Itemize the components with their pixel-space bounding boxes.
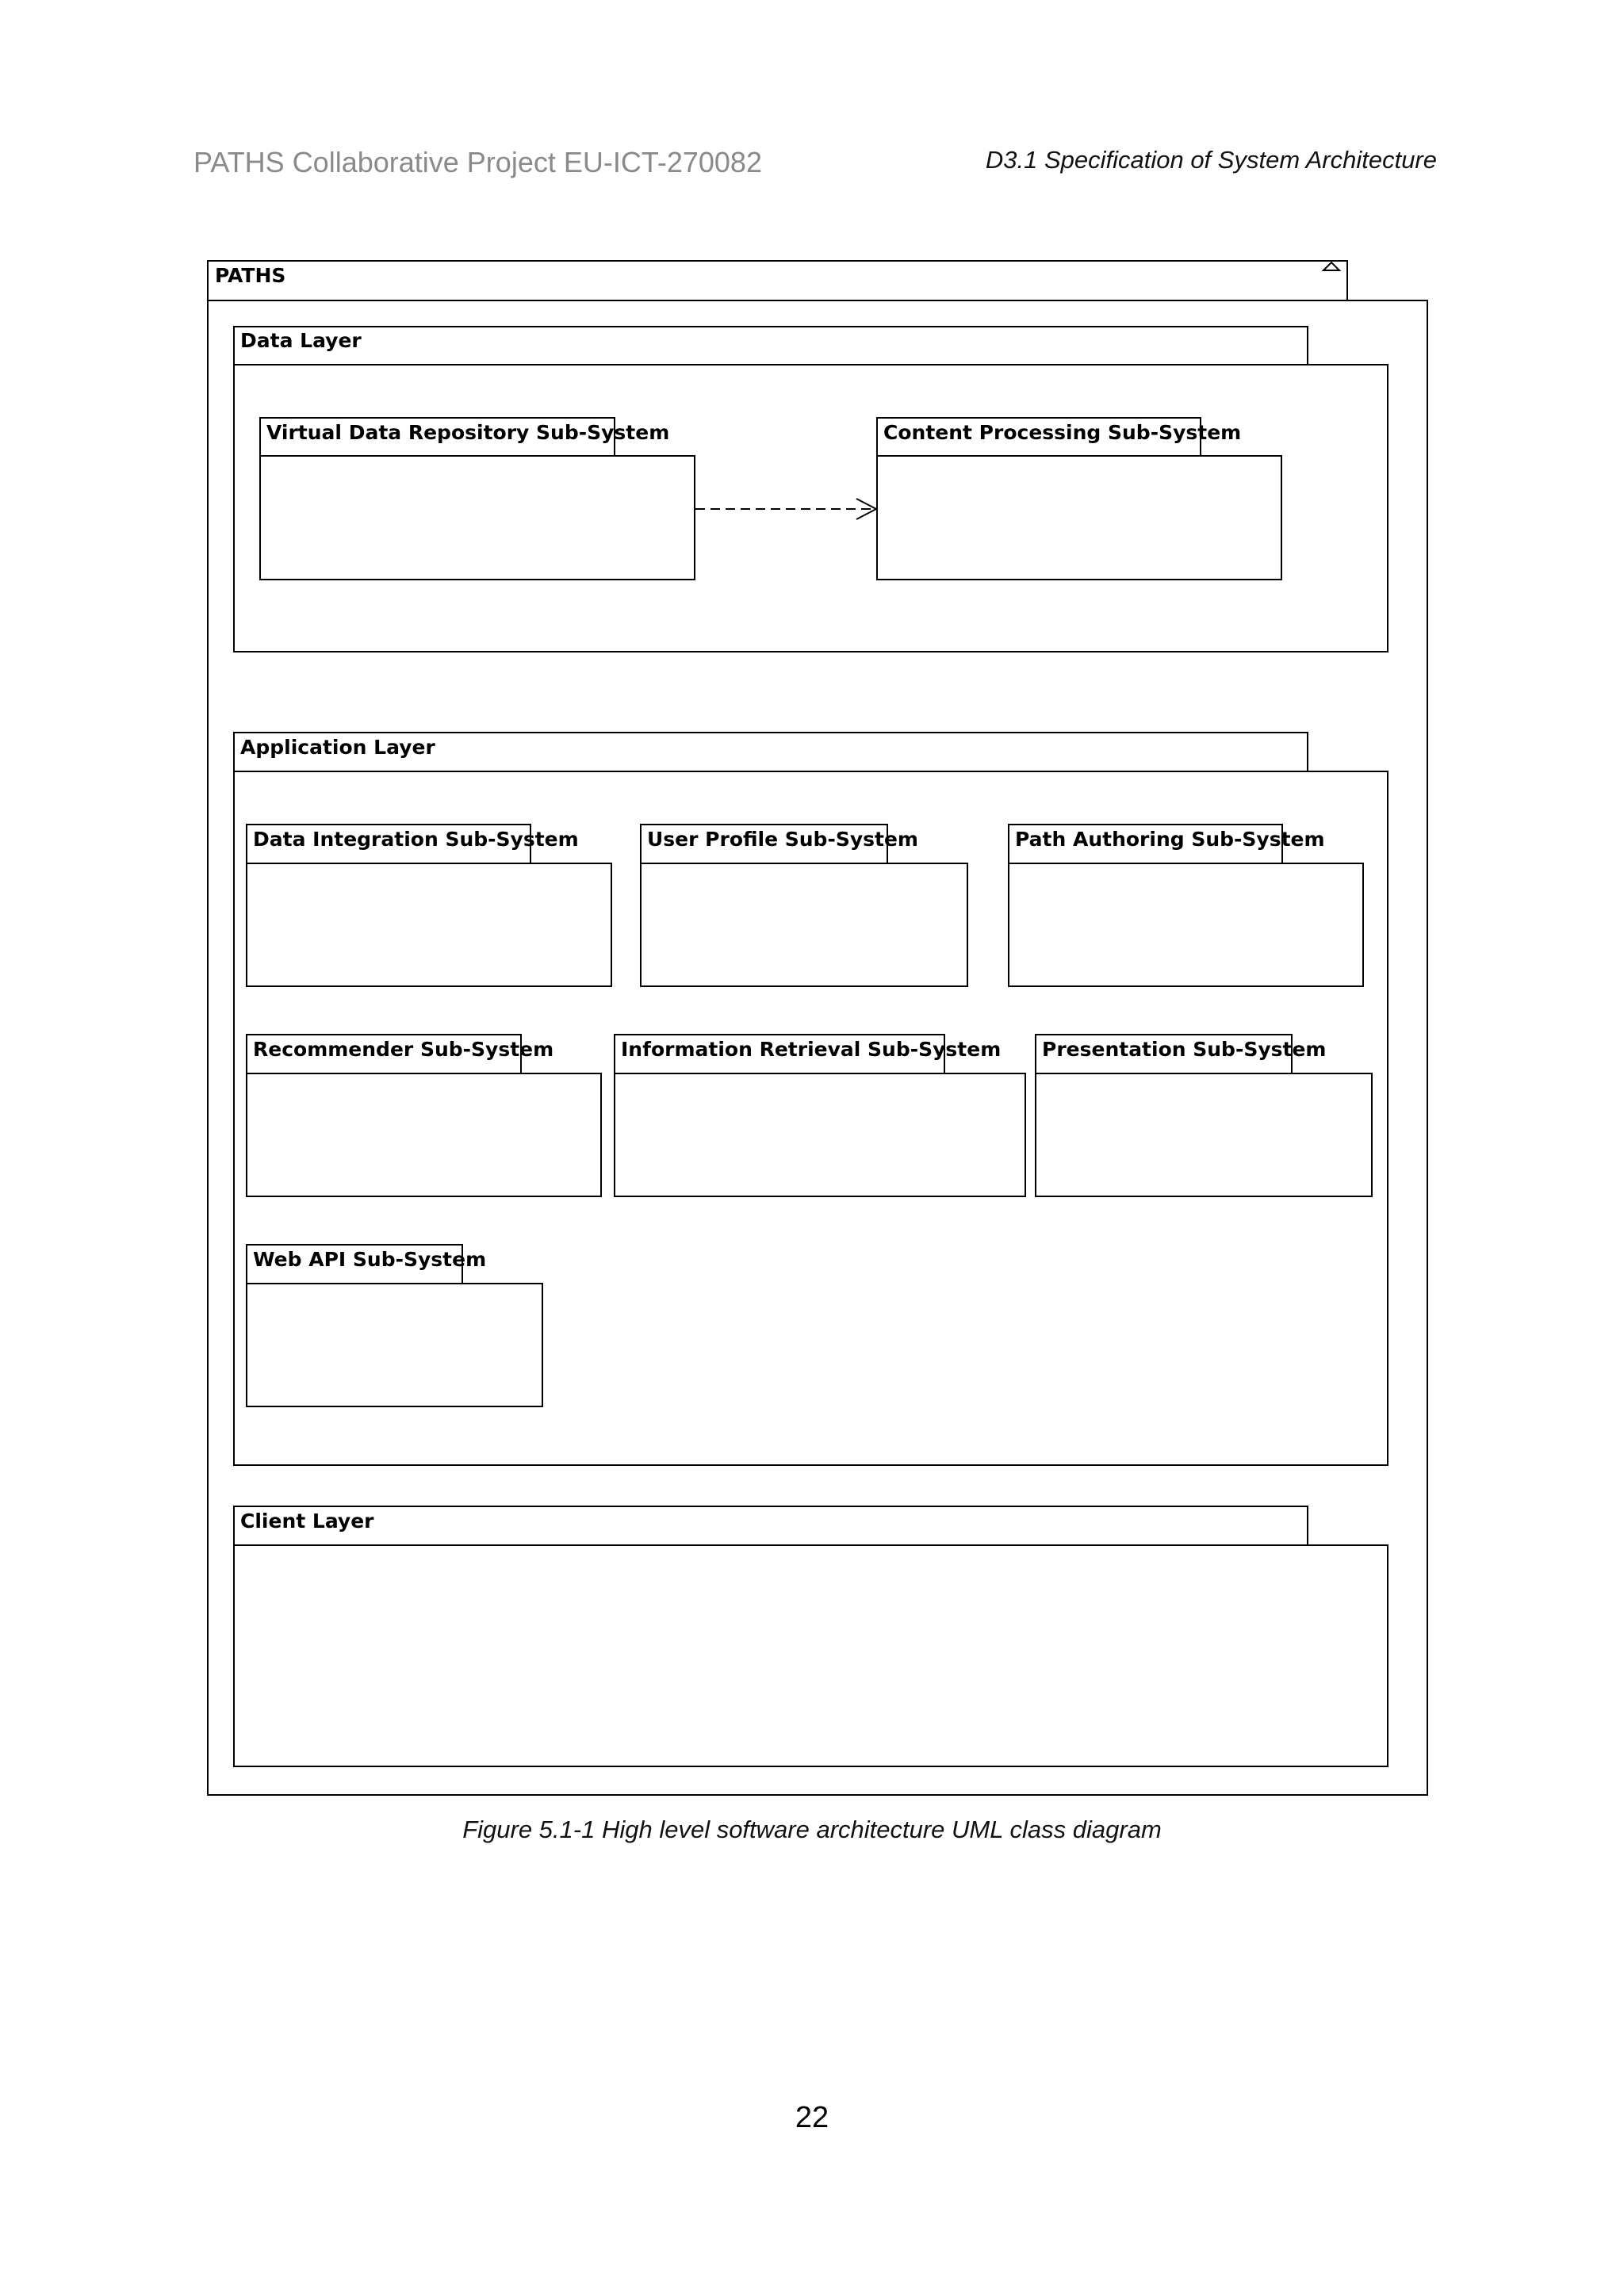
web-api-body bbox=[247, 1284, 542, 1406]
content-processing-label: Content Processing Sub-System bbox=[883, 421, 1242, 444]
user-profile-label: User Profile Sub-System bbox=[647, 828, 918, 851]
path-authoring-label: Path Authoring Sub-System bbox=[1015, 828, 1325, 851]
web-api-label: Web API Sub-System bbox=[253, 1248, 487, 1271]
client-layer-body bbox=[234, 1545, 1388, 1766]
figure-caption: Figure 5.1-1 High level software architecture UML class diagram bbox=[462, 1816, 1162, 1843]
package-virtual-data-repository bbox=[260, 418, 695, 580]
package-application-layer bbox=[234, 733, 1388, 1465]
data-layer-tab bbox=[234, 327, 1308, 365]
package-information-retrieval bbox=[615, 1035, 1025, 1196]
information-retrieval-label: Information Retrieval Sub-System bbox=[621, 1038, 1002, 1061]
path-authoring-body bbox=[1009, 863, 1363, 986]
content-processing-body bbox=[877, 456, 1281, 580]
package-recommender bbox=[247, 1035, 601, 1196]
package-paths-label: PATHS bbox=[215, 264, 286, 287]
client-layer-label: Client Layer bbox=[240, 1510, 374, 1533]
header-project-title: PATHS Collaborative Project EU-ICT-270082 bbox=[193, 146, 762, 178]
presentation-label: Presentation Sub-System bbox=[1042, 1038, 1327, 1061]
package-client-layer bbox=[234, 1506, 1388, 1766]
package-paths-tab bbox=[208, 261, 1347, 300]
package-path-authoring bbox=[1009, 825, 1363, 986]
package-data-integration bbox=[247, 825, 611, 986]
package-presentation bbox=[1036, 1035, 1372, 1196]
virtual-data-repository-label: Virtual Data Repository Sub-System bbox=[266, 421, 670, 444]
presentation-body bbox=[1036, 1073, 1372, 1196]
data-layer-label: Data Layer bbox=[240, 329, 362, 352]
package-data-layer bbox=[234, 327, 1388, 652]
information-retrieval-body bbox=[615, 1073, 1025, 1196]
client-layer-tab bbox=[234, 1506, 1308, 1545]
page-number: 22 bbox=[795, 2101, 829, 2134]
user-profile-body bbox=[641, 863, 967, 986]
header-document-title: D3.1 Specification of System Architecture bbox=[985, 146, 1437, 174]
application-layer-label: Application Layer bbox=[240, 736, 435, 759]
data-integration-body bbox=[247, 863, 611, 986]
recommender-body bbox=[247, 1073, 601, 1196]
data-integration-label: Data Integration Sub-System bbox=[253, 828, 579, 851]
virtual-data-repository-body bbox=[260, 456, 695, 580]
recommender-label: Recommender Sub-System bbox=[253, 1038, 554, 1061]
package-content-processing bbox=[877, 418, 1281, 580]
